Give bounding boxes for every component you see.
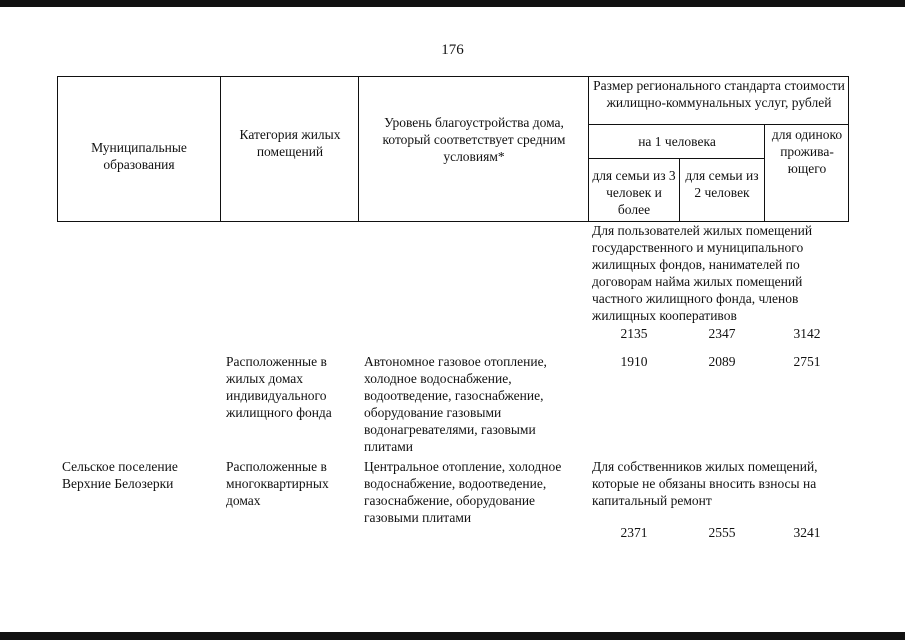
header-per-person: на 1 человека	[638, 134, 716, 149]
header-single-resident: для одиноко прожива-ющего	[771, 127, 843, 176]
cell-r3-municipality: Сельское поселение Верхние Белозерки	[62, 459, 178, 491]
cell-r3-comfort-level: Центральное отопление, холодное водоснабжение, водоотведение, газоснабжение, оборудование газовыми плитами	[364, 459, 562, 525]
cell-r1-family2: 2347	[708, 326, 736, 341]
cell-r2-comfort-level: Автономное газовое отопление, холодное водоснабжение, водоотведение, газоснабжение, оборудование газовыми водонагревателями, газовыми плитами	[364, 354, 547, 454]
header-standard-size: Размер регионального стандарта стоимости жилищно-коммунальных услуг, рублей	[593, 78, 845, 110]
cell-r2-category: Расположенные в жилых домах индивидуального жилищного фонда	[226, 354, 332, 420]
note-non-obligated-owners: Для собственников жилых помещений, которые не обязаны вносить взносы на капитальный ремонт	[592, 459, 818, 508]
note-state-municipal-users: Для пользователей жилых помещений государственного и муниципального жилищных фондов, нанимателей по договорам найма жилых помещений частного жилищного фонда, членов жилищных кооперативов	[592, 223, 813, 323]
cell-r1-single: 3142	[793, 326, 821, 341]
header-family-3: для семьи из 3 человек и более	[592, 168, 676, 217]
cell-r3-category: Расположенные в многоквартирных домах	[226, 459, 329, 508]
cell-r3-single: 3241	[793, 525, 821, 540]
cell-r2-family2: 2089	[708, 354, 736, 369]
header-family-2: для семьи из 2 человек	[685, 168, 759, 200]
header-municipalities: Муниципальные образования	[91, 140, 187, 172]
cell-r2-family3: 1910	[620, 354, 648, 369]
scan-border-top	[0, 0, 905, 7]
page-number: 176	[441, 42, 464, 58]
cell-r2-single: 2751	[793, 354, 821, 369]
header-comfort-level: Уровень благоустройства дома, который соответствует средним условиям*	[382, 115, 566, 164]
header-category: Категория жилых помещений	[239, 127, 341, 159]
cell-r1-family3: 2135	[620, 326, 648, 341]
cell-r3-family2: 2555	[708, 525, 736, 540]
scan-border-bottom	[0, 632, 905, 640]
cell-r3-family3: 2371	[620, 525, 648, 540]
